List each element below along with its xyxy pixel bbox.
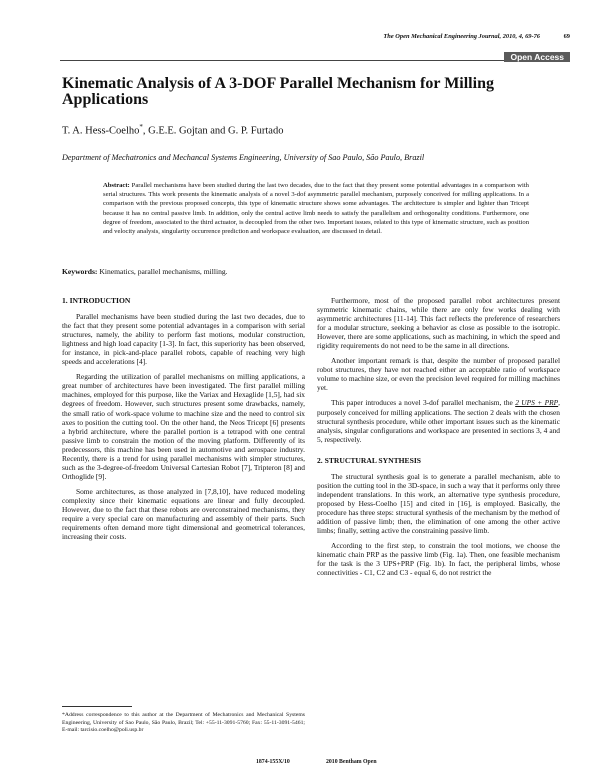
paragraph: The structural synthesis goal is to generate a parallel mechanism, able to position the cutting tool in the 3D-space, in such a way that it performs only three independent translations. In this work, an alternative type synthesis procedure, proposed by Hess-Coelho [15] and cited in [16], is employed. Basically, the procedure has three steps: structural synthesis of the mechanism by the method of addition of passive limb; then, the elimination of one among the other active limbs; finally, setting active the constraining passive limb. [317, 471, 560, 536]
abstract-text: Parallel mechanisms have been studied during the last two decades, due to the fact that they present some potential advantages in a comparison with serial structures. This work presents the kinematic analysis of a novel 3-dof asymmetric parallel mechanism, purposely conceived for milling applications. In a comparison with the previous proposed concepts, this type of kinematic structure shows some advantages. The architecture is simpler and lighter than Tricept because it has no central passive limb. In addition, only the central active limb needs to satisfy the parallelism and orthogonality conditions. Furthermore, one degree of freedom, associated to the third actuator, is decoupled from the other two. Important issues, related to this type of kinematic structure, such as position and velocity analysis, singularity occurrence prediction and workspace evaluation, are discussed in detail. [103, 182, 529, 236]
paragraph-lead: This paper introduces a novel 3-dof parallel mechanism, the [331, 398, 516, 408]
footnote-rule [62, 706, 132, 707]
body-column-left [62, 296, 305, 547]
footer-issn: 1874-155X/10 [256, 759, 290, 765]
paragraph: Some architectures, as those analyzed in [7,8,10], have reduced modeling complexity since their kinematic equations are linear and fully decoupled. However, due to the fact that these robots are overconstrained mechanisms, they require a very special care on manufacturing and assembly of their parts. Such requirements often demand more tight dimensional and geometrical tolerances, increasing their costs. [62, 486, 305, 542]
open-access-badge: Open Access [504, 52, 570, 62]
section-heading-structural-synthesis: 2. STRUCTURAL SYNTHESIS [317, 455, 422, 465]
footer-copyright: 2010 Bentham Open [326, 759, 377, 765]
abstract [103, 181, 529, 236]
paragraph: Furthermore, most of the proposed parallel robot architectures present symmetric kinematic chains, while there are only few works dealing with asymmetric architectures [11-14]. This fact reflects the preference of researchers for a modular structure, seeking a behavior as close as possible to the isotropic. However, there are some applications, such as machining, in which the speed and rigidity requirements do not need to be the same in all directions. [317, 296, 560, 351]
correspondence-footnote: *Address correspondence to this author at the Department of Mechatronics and Mechanical Systems Engineering, University of Sao Paulo, São Paulo, Brazil; Tel: +55-11-3091-5760; Fax: 55-11-3091-5461; E-mail: tarcisio.coelho@poli.usp.br [62, 712, 305, 734]
abstract-label: Abstract: [103, 182, 130, 189]
keywords [62, 267, 228, 276]
paragraph: According to the first step, to constrain the tool motions, we choose the kinematic chain PRP as the passive limb (Fig. 1a). Then, one feasible mechanism for the task is the 3 UPS+PRP (Fig. 1b). In fact, the peripheral limbs, whose connectivities - C1, C2 and C3 - equal 6, do not restrict the [317, 541, 560, 578]
author-corresponding: T. A. Hess-Coelho [62, 125, 140, 137]
author-list [62, 123, 283, 137]
journal-citation: The Open Mechanical Engineering Journal, 2010, 4, 69-76 [383, 33, 540, 40]
header-rule [60, 60, 570, 61]
body-column-right [317, 296, 560, 583]
keywords-text: Kinematics, parallel mechanisms, milling. [99, 267, 228, 276]
author-others: , G.E.E. Gojtan and G. P. Furtado [142, 125, 284, 137]
paragraph [317, 398, 560, 443]
running-head [60, 33, 570, 40]
mechanism-name: 2 UPS + PRP [515, 398, 559, 408]
corresponding-marker: * [139, 123, 143, 131]
paragraph: Regarding the utilization of parallel mechanisms on milling applications, a great number of architectures have been investigated. The first parallel milling machines, employed for this purpose, like the Variax and Hexaglide [1,5], had six degrees of freedom. However, such structures present some drawbacks, namely, the small ratio of work-space volume to machine size and the need to control six axes to position the cutting tool. On the other hand, the Neos Tricept [6] presents a hybrid architecture, where the parallel portion is a tetrapod with one central passive limb to constrain the motion of the moving platform. Differently of its predecessors, this machine has been used in automotive and aerospace industry. Recently, there is a trend for using parallel mechanisms with simpler structures, such as the 3-degree-of-freedom Universal Cartesian Robot [7], Tripteron [8] and Orthoglide [9]. [62, 372, 305, 481]
section-heading-introduction: 1. INTRODUCTION [62, 296, 131, 305]
paragraph: Parallel mechanisms have been studied during the last two decades, due to the fact that they present some potential advantages in a comparison with serial structures, namely, the ability to perform fast motions, modular construction, lightness and high load capacity [1-3]. In fact, this superiority has been observed, for instance, in pick-and-place parallel robots, capable of reaching very high speeds and accelerations [4]. [62, 312, 305, 367]
keywords-label: Keywords: [62, 267, 98, 276]
paragraph-tail: , purposely conceived for milling applications. The section 2 deals with the chosen structural synthesis procedure, while other important issues such as the kinematic analysis, singular configurations and workspace are presented in sections 3, 4 and 5, respectively. [317, 398, 560, 444]
paragraph: Another important remark is that, despite the number of proposed parallel robot structures, they have not reached either an acceptable ratio of workspace volume to machine size, or even the precision level required for milling machines yet. [317, 356, 560, 393]
page-number: 69 [563, 33, 570, 40]
affiliation: Department of Mechatronics and Mechancal Systems Engineering, University of Sao Paulo, São Paulo, Brazil [62, 153, 425, 162]
article-title: Kinematic Analysis of A 3-DOF Parallel Mechanism for Milling Applications [62, 75, 494, 108]
open-access-bar [60, 52, 570, 62]
